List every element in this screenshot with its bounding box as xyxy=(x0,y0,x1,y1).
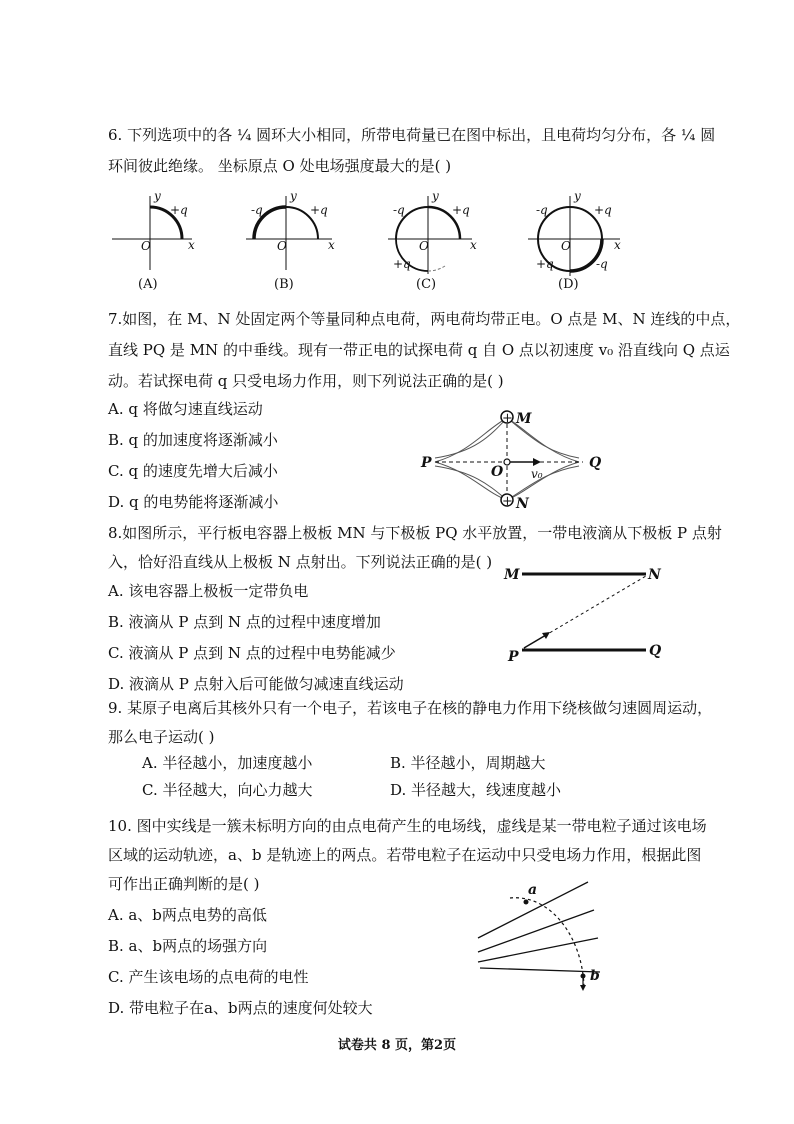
q10-option-d: D. 带电粒子在a、b两点的速度何处较大 xyxy=(108,999,373,1017)
q10-figure xyxy=(470,876,620,1002)
svg-text:y: y xyxy=(154,190,161,203)
svg-text:P: P xyxy=(421,455,432,471)
svg-text:+: + xyxy=(502,494,513,509)
page-footer: 试卷共 8 页，第2页 xyxy=(337,1038,457,1053)
svg-text:a: a xyxy=(528,882,538,898)
q9-line-2: 那么电子运动( ) xyxy=(108,728,215,746)
q6-line-2: 环间彼此绝缘。 坐标原点 O 处电场强度最大的是( ) xyxy=(108,157,452,175)
q9-option-c: C. 半径越大，向心力越大 xyxy=(142,781,313,799)
svg-text:(A): (A) xyxy=(138,277,158,292)
q7-option-b: B. q 的加速度将逐渐减小 xyxy=(108,431,278,449)
svg-text:N: N xyxy=(516,496,529,512)
svg-text:x: x xyxy=(470,238,477,252)
q9-option-b: B. 半径越小，周期越大 xyxy=(390,754,546,772)
svg-text:O: O xyxy=(491,464,504,480)
q7-line-1: 7.如图，在 M、N 处固定两个等量同种点电荷，两电荷均带正电。O 点是 M、N 连线的中点， xyxy=(108,310,741,328)
q10-option-c: C. 产生该电场的点电荷的电性 xyxy=(108,968,309,986)
svg-text:O: O xyxy=(419,239,429,253)
svg-text:+q: +q xyxy=(170,203,188,217)
svg-text:y: y xyxy=(290,190,297,203)
svg-text:-q: -q xyxy=(251,203,263,217)
q7-option-a: A. q 将做匀速直线运动 xyxy=(108,400,263,418)
svg-text:Q: Q xyxy=(649,643,662,659)
q9-line-1: 9. 某原子电离后其核外只有一个电子，若该电子在核的静电力作用下绕核做匀速圆周运动， xyxy=(108,699,713,717)
svg-text:-q: -q xyxy=(596,257,608,271)
q8-option-b: B. 液滴从 P 点到 N 点的过程中速度增加 xyxy=(108,613,381,631)
q9-option-d: D. 半径越大，线速度越小 xyxy=(390,781,562,799)
svg-text:+q: +q xyxy=(452,203,470,217)
svg-text:(D): (D) xyxy=(558,277,579,292)
q8-option-d: D. 液滴从 P 点射入后可能做匀减速直线运动 xyxy=(108,675,404,693)
svg-text:M: M xyxy=(516,411,532,427)
svg-text:P: P xyxy=(508,649,519,665)
svg-text:+: + xyxy=(502,411,513,426)
q6-fig-a xyxy=(112,190,195,292)
q6-fig-d xyxy=(528,190,621,292)
svg-text:O: O xyxy=(141,239,151,253)
q6-fig-c xyxy=(388,190,477,292)
svg-text:y: y xyxy=(574,190,581,203)
svg-text:b: b xyxy=(590,968,600,984)
svg-text:+q: +q xyxy=(393,257,411,271)
svg-text:+q: +q xyxy=(310,203,328,217)
q8-option-a: A. 该电容器上极板一定带负电 xyxy=(108,582,309,600)
svg-text:+q: +q xyxy=(594,203,612,217)
q8-line-1: 8.如图所示，平行板电容器上极板 MN 与下极板 PQ 水平放置，一带电液滴从下极板 P 点射 xyxy=(108,524,722,542)
svg-text:v₀: v₀ xyxy=(531,467,543,481)
q6-line-1: 6. 下列选项中的各 ¼ 圆环大小相同，所带电荷量已在图中标出，且电荷均匀分布，各 ¼ 圆 xyxy=(108,126,716,144)
q10-option-b: B. a、b两点的场强方向 xyxy=(108,937,268,955)
svg-text:N: N xyxy=(648,567,661,583)
svg-text:O: O xyxy=(277,239,287,253)
q6-figure xyxy=(100,190,640,300)
q7-option-d: D. q 的电势能将逐渐减小 xyxy=(108,493,279,511)
svg-text:y: y xyxy=(432,190,439,203)
q10-option-a: A. a、b两点电势的高低 xyxy=(108,906,267,924)
q10-line-3: 可作出正确判断的是( ) xyxy=(108,875,260,893)
q7-option-c: C. q 的速度先增大后减小 xyxy=(108,462,278,480)
svg-text:x: x xyxy=(328,238,335,252)
svg-text:(C): (C) xyxy=(416,277,437,292)
svg-text:Q: Q xyxy=(589,455,602,471)
q9-option-a: A. 半径越小，加速度越小 xyxy=(142,754,313,772)
q8-option-c: C. 液滴从 P 点到 N 点的过程中电势能减少 xyxy=(108,644,396,662)
q7-figure xyxy=(415,400,615,512)
q6-fig-b xyxy=(246,190,335,292)
q8-figure xyxy=(500,562,670,666)
q10-line-2: 区域的运动轨迹，a、b 是轨迹上的两点。若带电粒子在运动中只受电场力作用，根据此图 xyxy=(108,846,702,864)
svg-text:M: M xyxy=(504,567,520,583)
q8-line-2: 入，恰好沿直线从上极板 N 点射出。下列说法正确的是( ) xyxy=(108,553,493,571)
svg-text:-q: -q xyxy=(393,203,405,217)
svg-text:(B): (B) xyxy=(274,277,294,292)
svg-text:+q: +q xyxy=(536,257,554,271)
svg-text:x: x xyxy=(614,238,621,252)
svg-text:-q: -q xyxy=(536,203,548,217)
svg-text:O: O xyxy=(561,239,571,253)
svg-text:x: x xyxy=(188,238,195,252)
q7-line-2: 直线 PQ 是 MN 的中垂线。现有一带正电的试探电荷 q 自 O 点以初速度 v₀ 沿直线向 Q 点运 xyxy=(108,341,730,359)
q10-line-1: 10. 图中实线是一簇未标明方向的由点电荷产生的电场线，虚线是某一带电粒子通过该电场 xyxy=(108,817,707,835)
q7-line-3: 动。若试探电荷 q 只受电场力作用，则下列说法正确的是( ) xyxy=(108,372,504,390)
